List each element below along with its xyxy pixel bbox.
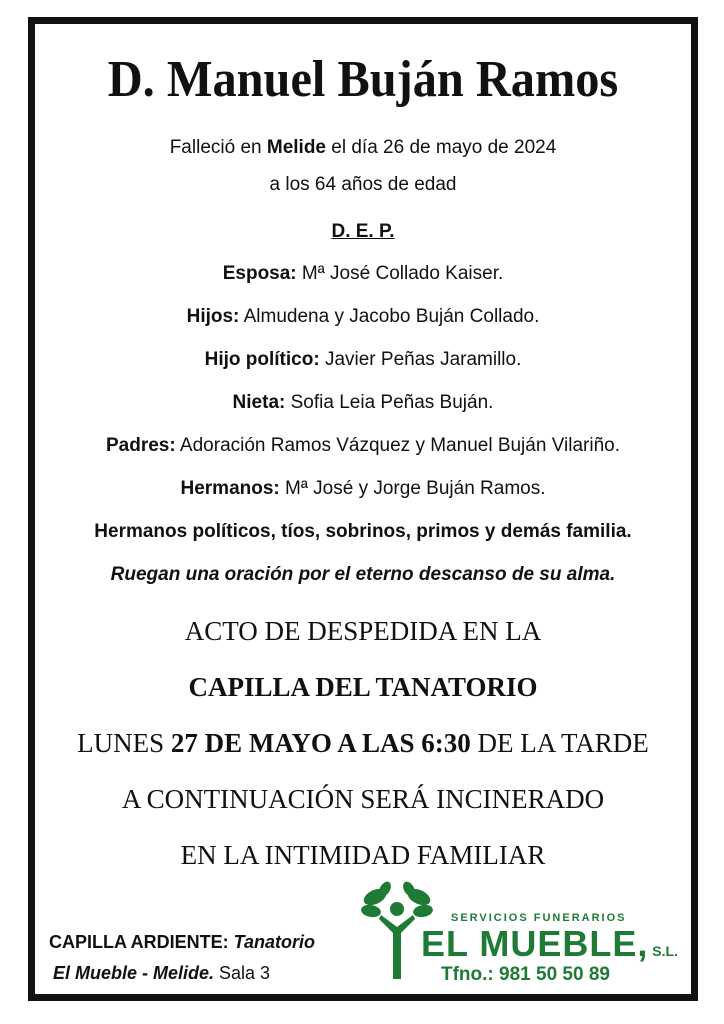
prayer-request: Ruegan una oración por el eterno descanso de su alma. bbox=[110, 564, 616, 585]
family-label: Nieta: bbox=[232, 392, 286, 413]
family-value: Sofia Leia Peñas Buján. bbox=[285, 392, 494, 413]
ceremony-line-2: CAPILLA DEL TANATORIO bbox=[188, 672, 538, 702]
family-line-parents bbox=[35, 435, 691, 457]
family-value: Adoración Ramos Vázquez y Manuel Buján Vilariño. bbox=[175, 435, 620, 456]
dep-label: D. E. P. bbox=[331, 221, 395, 242]
family-value: Almudena y Jacobo Buján Collado. bbox=[239, 306, 540, 327]
ceremony-line-5: EN LA INTIMIDAD FAMILIAR bbox=[180, 840, 546, 870]
family-value: Mª José y Jorge Buján Ramos. bbox=[279, 478, 546, 499]
logo-tagline: SERVICIOS FUNERARIOS bbox=[451, 912, 627, 924]
death-place: Melide bbox=[266, 137, 326, 158]
ceremony-period: DE LA TARDE bbox=[470, 728, 649, 758]
death-date: el día 26 de mayo de 2024 bbox=[326, 137, 557, 158]
ceremony-day: LUNES bbox=[77, 728, 171, 758]
ceremony-datetime: 27 DE MAYO A LAS 6:30 bbox=[170, 728, 471, 758]
ceremony-line-1: ACTO DE DESPEDIDA EN LA bbox=[184, 616, 542, 646]
chapel-venue: El Mueble - Melide. bbox=[53, 963, 215, 983]
family-line-son-in-law bbox=[35, 349, 691, 371]
other-family: Hermanos políticos, tíos, sobrinos, primos y demás familia. bbox=[94, 521, 632, 542]
chapel-place: Tanatorio bbox=[228, 932, 316, 952]
chapel-line-2 bbox=[53, 963, 270, 984]
family-line-spouse bbox=[35, 263, 691, 285]
ceremony-line-3 bbox=[35, 728, 691, 759]
family-label: Hijos: bbox=[186, 306, 240, 327]
chapel-line-1 bbox=[49, 932, 315, 953]
death-line-1 bbox=[35, 137, 691, 159]
family-label: Esposa: bbox=[222, 263, 297, 284]
death-text: Falleció en bbox=[169, 137, 267, 158]
family-value: Javier Peñas Jaramillo. bbox=[319, 349, 522, 370]
death-line-2: a los 64 años de edad bbox=[269, 174, 457, 195]
family-label: Hermanos: bbox=[180, 478, 280, 499]
family-label: Hijo político: bbox=[204, 349, 320, 370]
logo-name bbox=[421, 923, 678, 965]
funeral-home-logo bbox=[361, 879, 691, 984]
ceremony-line-4: A CONTINUACIÓN SERÁ INCINERADO bbox=[121, 784, 605, 814]
logo-name-text: EL MUEBLE, bbox=[421, 923, 649, 964]
family-line-granddaughter bbox=[35, 392, 691, 414]
family-line-children bbox=[35, 306, 691, 328]
chapel-room: Sala 3 bbox=[214, 963, 271, 983]
family-value: Mª José Collado Kaiser. bbox=[296, 263, 504, 284]
family-label: Padres: bbox=[106, 435, 176, 456]
logo-suffix: S.L. bbox=[648, 943, 678, 959]
deceased-name: D. Manuel Buján Ramos bbox=[107, 51, 619, 108]
obituary-frame bbox=[28, 17, 698, 1001]
family-line-siblings bbox=[35, 478, 691, 500]
chapel-label: CAPILLA ARDIENTE: bbox=[49, 932, 229, 952]
logo-phone: Tfno.: 981 50 50 89 bbox=[441, 964, 610, 985]
